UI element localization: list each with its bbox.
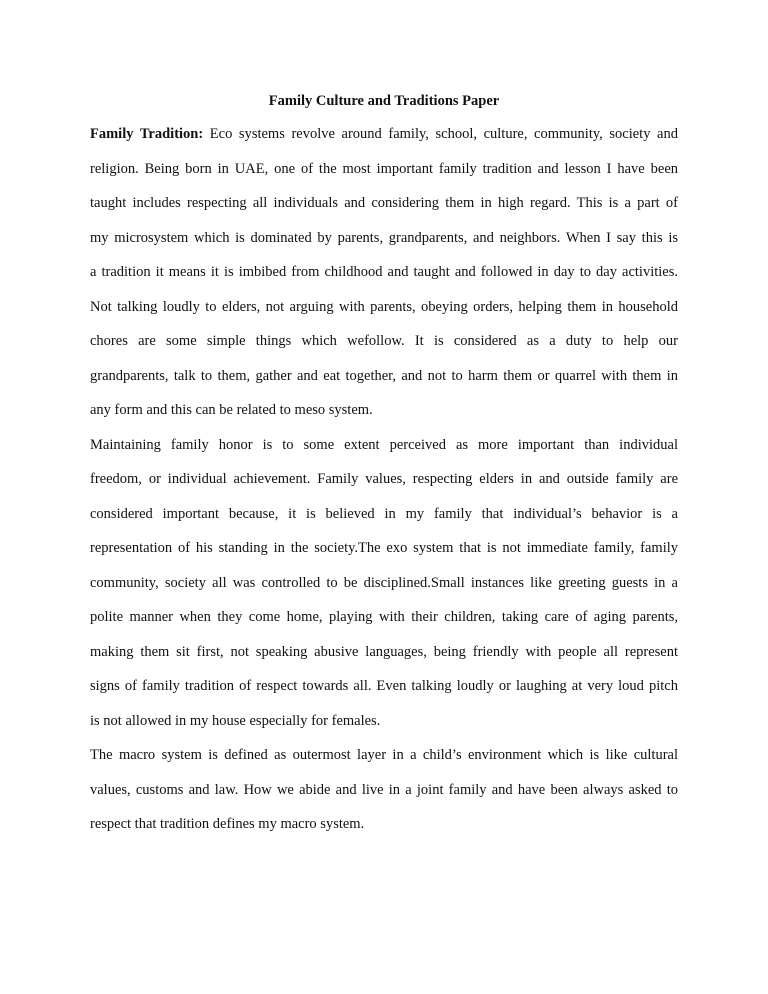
body-line: religion. Being born in UAE, one of the most important family tradition and lesson I have been	[90, 160, 678, 177]
body-line: community, society all was controlled to be disciplined.Small instances like greeting guests in a	[90, 574, 678, 591]
body-line: polite manner when they come home, playing with their children, taking care of aging parents,	[90, 609, 678, 625]
body-line: Maintaining family honor is to some extent perceived as more important than individual	[90, 436, 678, 453]
body-line: Not talking loudly to elders, not arguing with parents, obeying orders, helping them in household	[90, 298, 678, 315]
lead-label: Family Tradition:	[90, 126, 204, 142]
body-line: freedom, or individual achievement. Family values, respecting elders in and outside family are	[90, 471, 678, 487]
body-line: considered important because, it is believed in my family that individual’s behavior is a	[90, 505, 678, 522]
body-line: is not allowed in my house especially for females.	[90, 712, 381, 729]
body-line: chores are some simple things which wefollow. It is considered as a duty to help our	[90, 333, 678, 349]
body-line	[90, 125, 678, 160]
body-line-text: Eco systems revolve around family, school, culture, community, society and	[203, 126, 678, 142]
body-line: grandparents, talk to them, gather and eat together, and not to harm them or quarrel with them in	[90, 367, 678, 384]
document-body	[90, 125, 678, 850]
body-line: taught includes respecting all individuals and considering them in high regard. This is a part of	[90, 195, 678, 211]
body-line: The macro system is defined as outermost layer in a child’s environment which is like cultural	[90, 747, 678, 763]
body-line: my microsystem which is dominated by parents, grandparents, and neighbors. When I say this is	[90, 229, 678, 246]
body-line: signs of family tradition of respect towards all. Even talking loudly or laughing at very loud pitch	[90, 678, 678, 694]
body-line: any form and this can be related to meso system.	[90, 402, 373, 418]
page-title: Family Culture and Traditions Paper	[268, 93, 500, 109]
body-line: a tradition it means it is imbibed from childhood and taught and followed in day to day activities.	[90, 264, 678, 280]
body-line: representation of his standing in the society.The exo system that is not immediate family, family	[90, 540, 678, 556]
body-line: making them sit first, not speaking abusive languages, being friendly with people all represent	[90, 643, 678, 660]
body-line: values, customs and law. How we abide and live in a joint family and have been always asked to	[90, 781, 678, 798]
body-line: respect that tradition defines my macro system.	[90, 816, 365, 832]
